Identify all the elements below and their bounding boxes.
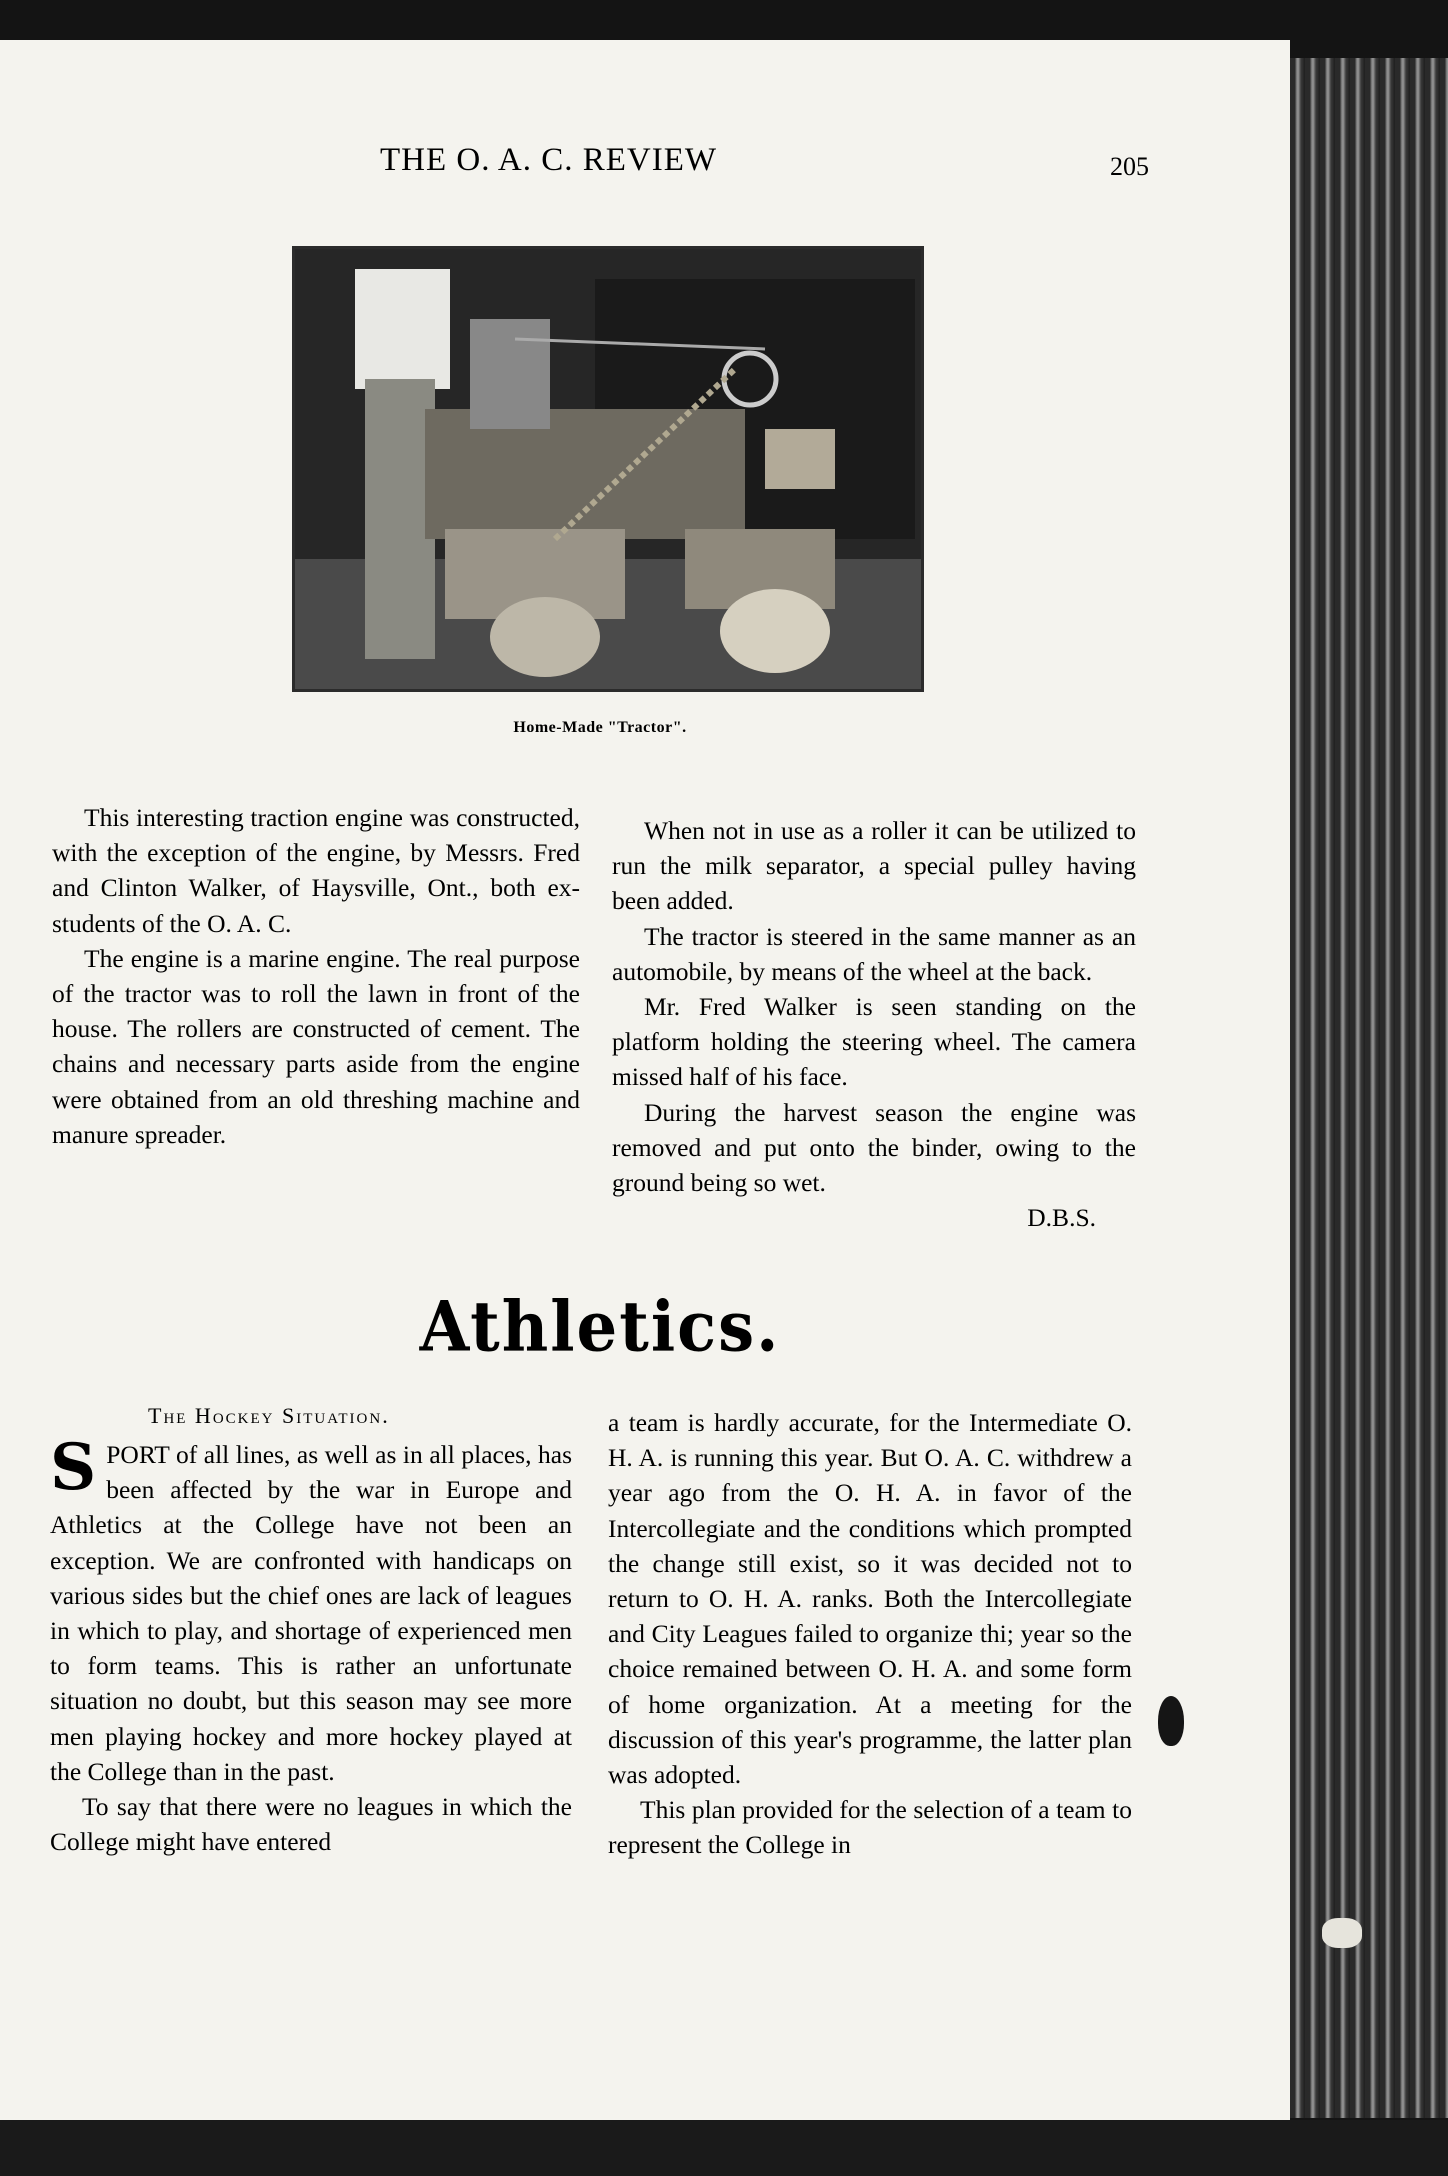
photo-caption: Home-Made "Tractor". bbox=[513, 719, 687, 736]
ink-blot bbox=[1158, 1696, 1184, 1746]
page-smudge bbox=[1322, 1918, 1362, 1948]
paragraph: This interesting traction engine was constructed, with the exception of the engine, by Messrs. Fred and Clinton Walker, of Haysville, Ont., both ex-students of the O. A. C. bbox=[52, 803, 580, 938]
article-right-column bbox=[612, 813, 1136, 1235]
paragraph: The engine is a marine engine. The real purpose of the tractor was to roll the lawn in front of the house. The rollers are constructed of cement. The chains and necessary parts aside from the engine were obtained from an old threshing machine and manure spreader. bbox=[52, 943, 580, 1149]
page-number: 205 bbox=[1110, 152, 1149, 181]
drop-cap: S bbox=[50, 1430, 97, 1505]
paragraph: The tractor is steered in the same manner as an automobile, by means of the wheel at the back. bbox=[612, 921, 1136, 986]
author-signature: D.B.S. bbox=[1027, 1203, 1096, 1233]
athletics-right-column bbox=[608, 1405, 1132, 1863]
section-heading: Athletics. bbox=[419, 1287, 781, 1368]
subheading: The Hockey Situation. bbox=[148, 1403, 390, 1428]
athletics-left-column bbox=[50, 1430, 572, 1859]
paragraph bbox=[50, 1430, 572, 1789]
paragraph: a team is hardly accurate, for the Intermediate O. H. A. is running this year. But O. A. C. withdrew a year ago from the O. H. A. in favor of the Intercollegiate and the conditions which prompted the change still exist, so it was decided not to return to O. H. A. ranks. Both the Intercollegiate and City Leagues failed to organize thi; year so the choice remained between O. H. A. and some form of home organization. At a meeting for the discussion of this year's programme, the latter plan was adopted. bbox=[608, 1408, 1132, 1790]
running-header: THE O. A. C. REVIEW bbox=[380, 142, 718, 178]
paragraph: During the harvest season the engine was removed and put onto the binder, owing to the ground being so wet. bbox=[612, 1097, 1136, 1198]
paragraph: When not in use as a roller it can be utilized to run the milk separator, a special pulley having been added. bbox=[612, 816, 1136, 916]
paragraph: Mr. Fred Walker is seen standing on the platform holding the steering wheel. The camera missed half of his face. bbox=[612, 992, 1136, 1092]
scan-border bbox=[0, 2120, 1448, 2176]
paragraph-text: PORT of all lines, as well as in all places, has been affected by the war in Europe and Athletics at the College have not been an exception. We are confronted with handicaps on various sides but the chief ones are lack of leagues in which to play, and shortage of experienced men to form teams. This is rather an unfortunate situation no doubt, but this season may see more men playing hockey and more hockey played at the College than in the past. bbox=[50, 1440, 572, 1786]
paragraph: This plan provided for the selection of a team to represent the College in bbox=[608, 1795, 1132, 1860]
paragraph: To say that there were no leagues in which the College might have entered bbox=[50, 1792, 572, 1857]
article-left-column bbox=[52, 800, 580, 1152]
tractor-photo bbox=[292, 246, 924, 692]
book-fore-edge bbox=[1290, 58, 1448, 2118]
